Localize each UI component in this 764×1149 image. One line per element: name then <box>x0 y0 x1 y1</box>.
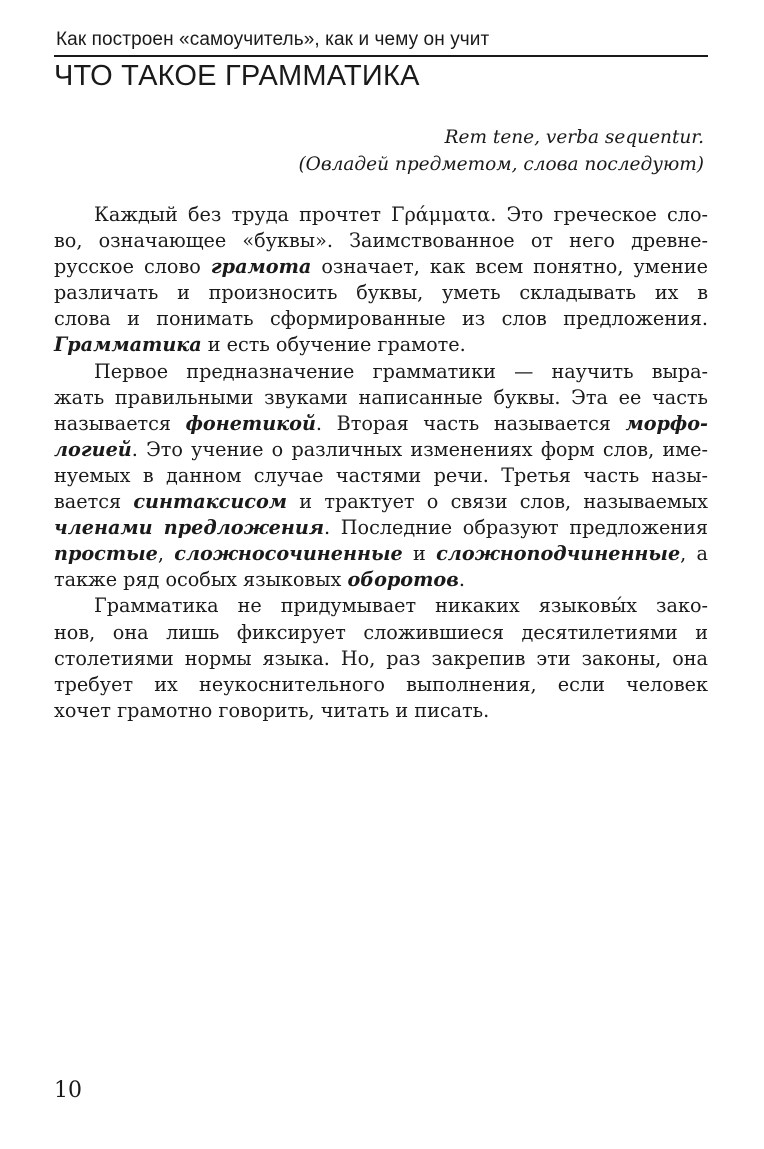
text-line <box>54 620 708 646</box>
text-run: Первое предназначение грамматики — научить выра- <box>94 359 708 383</box>
text-line <box>54 359 708 385</box>
text-run: жать правильными звуками написанные буквы. Эта ее часть <box>54 385 708 409</box>
text-run: Грамматика не придумывает никаких языковы́х зако- <box>94 594 708 618</box>
emphasized-term: логией <box>54 437 132 461</box>
epigraph <box>298 124 704 178</box>
text-line <box>54 567 708 593</box>
text-line <box>54 332 708 358</box>
text-run: . Это учение о различных изменениях форм слов, име- <box>131 437 708 461</box>
emphasized-term: сложноподчиненные <box>436 542 681 566</box>
running-head: Как построен «самоучитель», как и чему он учит <box>56 29 490 50</box>
emphasized-term: сложносочиненные <box>174 542 403 566</box>
body-text <box>54 202 708 724</box>
text-run: хочет грамотно говорить, читать и писать. <box>54 698 490 722</box>
text-line <box>54 228 708 254</box>
text-run: нов, она лишь фиксирует сложившиеся десятилетиями и <box>54 620 708 644</box>
paragraph <box>54 359 708 594</box>
text-line <box>54 385 708 411</box>
text-line <box>54 698 708 724</box>
text-run: требует их неукоснительного выполнения, если человек <box>54 672 708 696</box>
emphasized-term: грамота <box>210 255 312 279</box>
text-run: также ряд особых языковых <box>54 568 348 592</box>
text-line <box>54 202 708 228</box>
text-run: и <box>402 542 437 566</box>
text-line <box>54 463 708 489</box>
text-run: русское слово <box>54 255 211 279</box>
text-line <box>54 280 708 306</box>
paragraph <box>54 593 708 723</box>
text-line <box>54 489 708 515</box>
text-line <box>54 254 708 280</box>
text-run: и есть обучение грамоте. <box>201 333 466 357</box>
text-line <box>54 437 708 463</box>
text-run: , <box>157 542 175 566</box>
page-number: 10 <box>54 1078 82 1103</box>
emphasized-term: оборотов <box>347 568 459 592</box>
emphasized-term: членами предложения <box>54 516 325 540</box>
text-run: . <box>458 568 465 592</box>
chapter-title: ЧТО ТАКОЕ ГРАММАТИКА <box>54 60 420 92</box>
text-run: различать и произносить буквы, уметь складывать их в <box>54 281 708 305</box>
paragraph <box>54 202 708 359</box>
epigraph-translation: (Овладей предметом, слова последуют) <box>298 154 704 175</box>
text-line <box>54 306 708 332</box>
text-run: столетиями нормы языка. Но, раз закрепив эти законы, она <box>54 646 708 670</box>
emphasized-term: фонетикой <box>185 411 316 435</box>
text-line <box>54 541 708 567</box>
text-line <box>54 646 708 672</box>
text-run: . Последние образуют предложения <box>324 516 708 540</box>
text-run: нуемых в данном случае частями речи. Третья часть назы- <box>54 463 708 487</box>
text-line <box>54 672 708 698</box>
text-line <box>54 515 708 541</box>
text-run: и трактует о связи слов, называемых <box>287 490 708 514</box>
emphasized-term: синтаксисом <box>133 490 288 514</box>
emphasized-term: простые <box>54 542 158 566</box>
header-rule <box>54 55 708 57</box>
text-line <box>54 411 708 437</box>
text-run: означает, как всем понятно, умение <box>311 255 708 279</box>
text-run: во, означающее «буквы». Заимствованное от него древне- <box>54 229 708 253</box>
epigraph-latin: Rem tene, verba sequentur. <box>444 127 704 148</box>
text-run: . Вторая часть называется <box>315 411 626 435</box>
text-line <box>54 593 708 619</box>
emphasized-term: морфо- <box>625 411 708 435</box>
emphasized-term: Грамматика <box>54 333 202 357</box>
text-run: Каждый без труда прочтет Γράμματα. Это греческое сло- <box>94 203 708 226</box>
text-run: слова и понимать сформированные из слов предложения. <box>54 307 708 331</box>
text-run: , а <box>680 542 708 566</box>
text-run: вается <box>54 490 134 514</box>
text-run: называется <box>54 411 186 435</box>
